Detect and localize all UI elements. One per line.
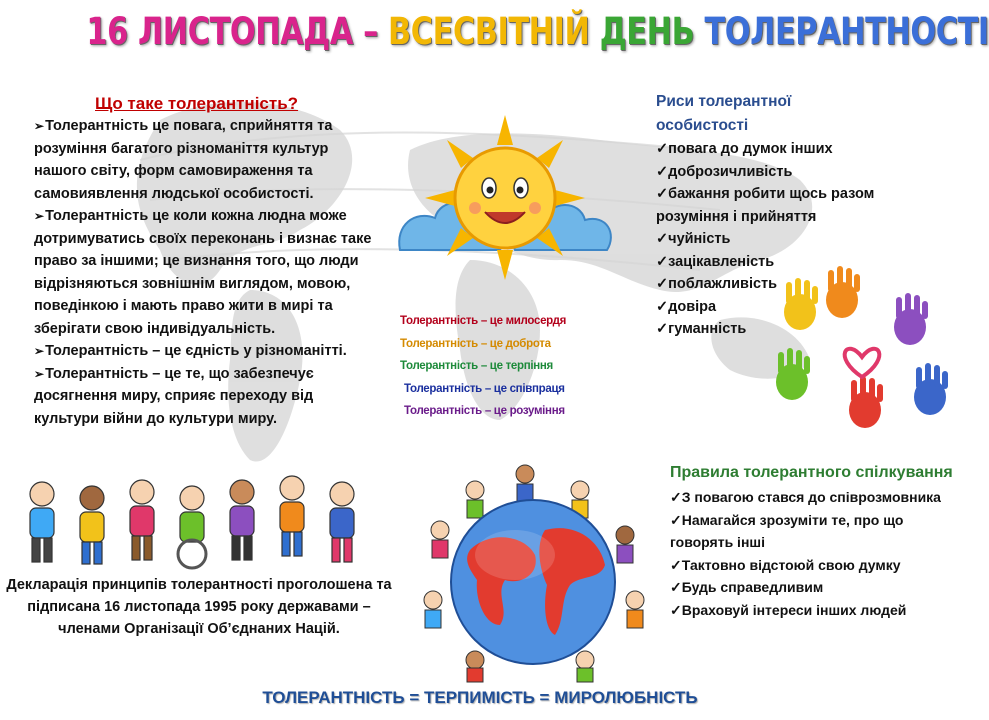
phrase-understanding: Толерантність – це розуміння [404,405,565,417]
rule-item: ✓Враховуй інтереси інших людей [670,601,907,618]
checkmark-icon: ✓ [670,601,682,618]
checkmark-icon: ✓ [656,321,669,337]
phrase-kindness: Толерантність – це доброта [400,337,551,350]
trait-item: ✓гуманність [656,321,747,337]
definition-text: Толерантність – це єдність у різноманітті. [45,343,347,359]
checkmark-icon: ✓ [656,163,669,180]
checkmark-icon: ✓ [656,231,669,247]
title-part-date: 16 ЛИСТОПАДА – [86,10,378,53]
checkmark-icon: ✓ [670,511,682,528]
rule-item: ✓Намагайся зрозуміти те, про що говорять інші [670,511,904,550]
children-holding-hands-illustration [12,470,370,570]
trait-item: ✓доброзичливість [656,163,793,180]
phrase-mercy: Толерантність – це милосердя [400,315,567,327]
globe-with-children-illustration [415,460,655,685]
rules-heading: Правила толерантного спілкування [670,464,953,481]
definition-text: Толерантність – це те, що забезпечує досягнення миру, сприяє переходу від культури війни до культури миру. [34,365,314,427]
what-is-tolerance-list [34,115,379,430]
smiling-sun-illustration [395,110,615,290]
arrow-bullet-icon: ➢ [34,366,45,381]
what-is-tolerance-heading: Що таке толерантність? [95,94,299,113]
title-part-day: ДЕНЬ [599,10,695,53]
trait-item: ✓поблажливість [656,276,778,292]
checkmark-icon: ✓ [656,253,669,270]
title-part-world: ВСЕСВІТНІЙ [388,10,590,53]
checkmark-icon: ✓ [656,276,669,292]
arrow-bullet-icon: ➢ [34,344,45,358]
checkmark-icon: ✓ [670,489,682,505]
definition-item [34,205,379,340]
definition-text: Толерантність це повага, сприйняття та розуміння багатого різноманіття культур нашого світу, форм самовираження та самовиявлення людської особистості. [34,118,333,202]
declaration-note: Декларація принципів толерантності проголошена та підписана 16 листопада 1995 року державами – членами Організації Об’єднаних Націй. [6,577,392,637]
tolerance-equation: ТОЛЕРАНТНІСТЬ = ТЕРПИМІСТЬ = МИРОЛЮБНІСТЬ [262,688,698,707]
communication-rules-section [670,460,960,621]
trait-item: ✓бажання робити щось разом розуміння і прийняття [656,186,875,225]
phrase-cooperation: Толерантність – це співпраця [404,382,565,395]
tolerance-phrases [400,310,620,423]
checkmark-icon: ✓ [656,141,669,157]
arrow-bullet-icon: ➢ [34,209,45,223]
trait-item: ✓довіра [656,298,717,315]
trait-item: ✓повага до думок інших [656,141,833,157]
phrase-patience: Толерантність – це терпіння [400,360,553,372]
checkmark-icon: ✓ [670,579,682,595]
checkmark-icon: ✓ [656,298,669,315]
definition-text: Толерантність це коли кожна людна може дотримуватись своїх переконань і визнає таке право за іншими; це визнання того, що люди відрізняються зовнішнім виглядом, мовою, поведінкою і мають право жити в мирі та зберігати свою індивідуальність. [34,208,372,337]
definition-item [34,363,379,431]
page-title [86,10,989,53]
title-part-tolerance: ТОЛЕРАНТНОСТІ [704,10,989,53]
arrow-bullet-icon: ➢ [34,119,45,133]
trait-item: ✓зацікавленість [656,253,775,270]
rule-item: ✓З повагою стався до співрозмовника [670,489,941,505]
rule-item: ✓Будь справедливим [670,579,824,595]
checkmark-icon: ✓ [656,186,669,202]
traits-heading: Риси толерантної особистості [656,93,792,134]
definition-item [34,115,379,205]
checkmark-icon: ✓ [670,556,682,573]
colorful-handprints-illustration [762,262,960,442]
trait-item: ✓чуйність [656,231,731,247]
rule-item: ✓Тактовно відстоюй свою думку [670,556,901,573]
definition-item [34,340,379,363]
